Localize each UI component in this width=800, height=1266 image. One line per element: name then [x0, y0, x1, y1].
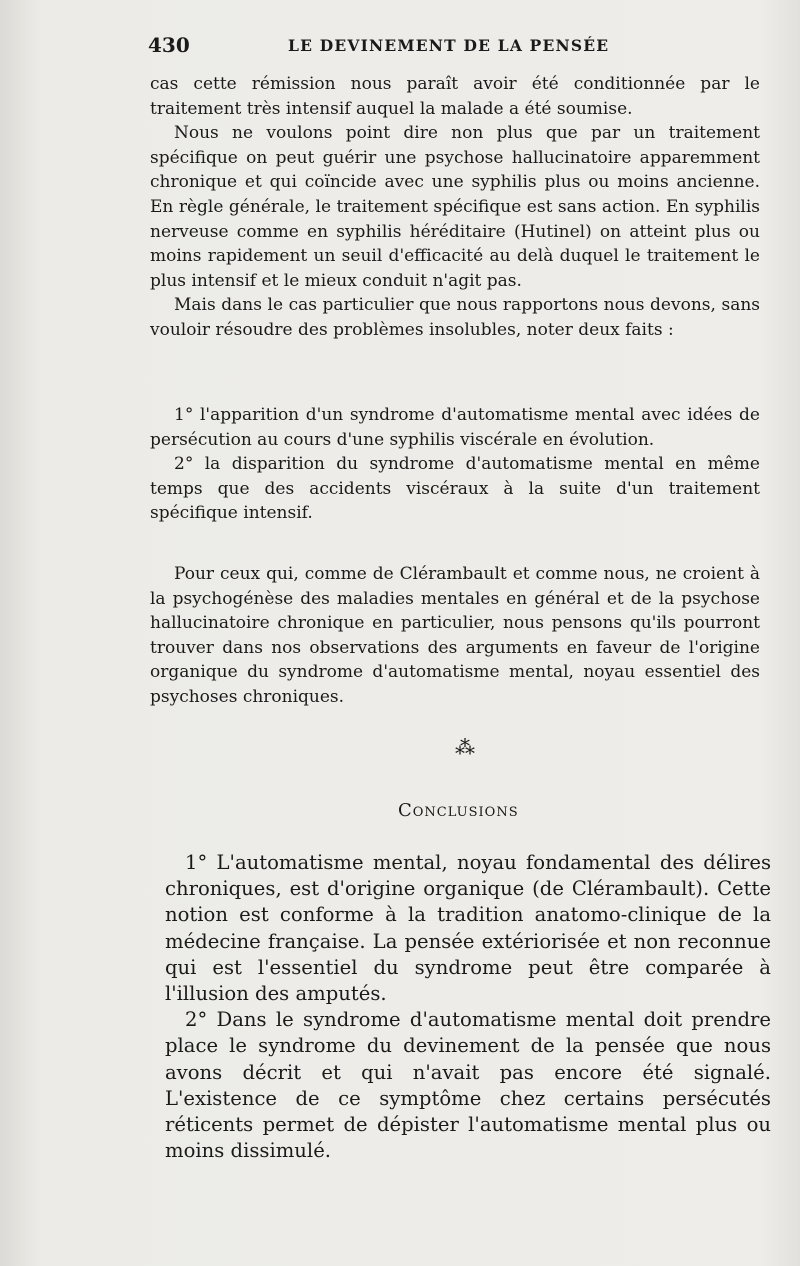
- fact-item: 2° la disparition du syndrome d'automatisme mental en même temps que des accidents viscéraux à la suite d'un traitement spécifique intensif.: [150, 454, 760, 524]
- fact-item: 1° l'apparition d'un syndrome d'automatisme mental avec idées de persécution au cours d'une syphilis viscérale en évolution.: [150, 405, 760, 450]
- paragraph-two-facts: Mais dans le cas particulier que nous rapportons nous devons, sans vouloir résoudre des problèmes insolubles, noter deux faits :: [150, 295, 760, 340]
- conclusion-item: 2° Dans le syndrome d'automatisme mental doit prendre place le syndrome du devinement de la pensée que nous avons décrit et qui n'avait pas encore été signalé. L'existence de ce symptôme chez certains persécutés réticents permet de dépister l'automatisme mental plus ou moins dissimulé.: [165, 1008, 771, 1163]
- paragraph-continued: cas cette rémission nous paraît avoir été conditionnée par le traitement très intensif auquel la malade a été soumise.: [150, 74, 760, 119]
- page-number: 430: [148, 33, 190, 57]
- page-header: [148, 30, 618, 60]
- paragraph-specific-treatment: Nous ne voulons point dire non plus que par un traitement spécifique on peut guérir une psychose hallucinatoire apparemment chronique et qui coïncide avec une syphilis plus ou moins ancienne. En règle générale, le traitement spécifique est sans action. En syphilis nerveuse comme en syphilis héréditaire (Hutinel) on atteint plus ou moins rapidement un seuil d'efficacité au delà duquel le traitement le plus intensif et le mieux conduit n'agit pas.: [150, 123, 760, 291]
- conclusions-list: [165, 850, 771, 1164]
- body-text-top: [150, 72, 760, 343]
- body-text-bottom: [150, 562, 760, 710]
- asterism-ornament: ⁂: [455, 735, 475, 759]
- paragraph-clerambault: Pour ceux qui, comme de Clérambault et comme nous, ne croient à la psychogénèse des maladies mentales en général et de la psychose hallucinatoire chronique en particulier, nous pensons qu'ils pourront trouver dans nos observations des arguments en faveur de l'origine organique du syndrome d'automatisme mental, noyau essentiel des psychoses chroniques.: [150, 564, 760, 707]
- facts-list: [150, 403, 760, 526]
- section-title-conclusions: Conclusions: [398, 800, 519, 821]
- conclusion-item: 1° L'automatisme mental, noyau fondamental des délires chroniques, est d'origine organique (de Clérambault). Cette notion est conforme à la tradition anatomo-clinique de la médecine française. La pensée extériorisée et non reconnue qui est l'essentiel du syndrome peut être comparée à l'illusion des amputés.: [165, 851, 771, 1006]
- running-title: LE DEVINEMENT DE LA PENSÉE: [288, 36, 610, 55]
